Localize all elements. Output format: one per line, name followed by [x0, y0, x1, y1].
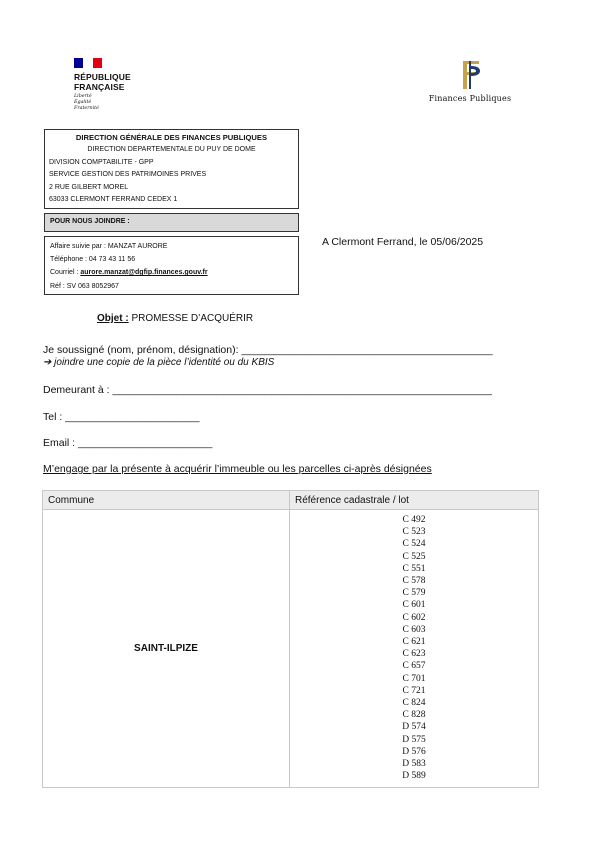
rf-motto — [74, 94, 154, 112]
commune-cell: SAINT-ILPIZE — [43, 510, 290, 788]
sender-line: 63033 CLERMONT FERRAND CEDEX 1 — [49, 196, 178, 204]
cadastral-reference: D 576 — [402, 746, 426, 757]
marianne-flag-icon — [74, 58, 102, 68]
engagement-statement: M’engage par la présente à acquérir l’immeuble ou les parcelles ci-après désignées — [43, 463, 432, 475]
tel-field[interactable]: Tel : _______________________ — [43, 411, 200, 423]
cadastral-reference: C 603 — [402, 624, 426, 635]
cadastral-reference: C 579 — [402, 588, 426, 599]
table-header-row — [43, 491, 539, 510]
email-field[interactable]: Email : _______________________ — [43, 437, 213, 449]
cadastral-reference: C 824 — [402, 698, 426, 709]
column-header-commune: Commune — [43, 491, 290, 510]
column-header-reference: Référence cadastrale / lot — [290, 491, 539, 510]
finances-publiques-name: Finances Publiques — [428, 94, 512, 103]
cadastral-reference: C 578 — [402, 576, 426, 587]
contact-telephone: Téléphone : 04 73 43 11 56 — [50, 256, 136, 264]
cadastral-reference: C 621 — [402, 637, 426, 648]
flag-red-band — [93, 58, 102, 68]
sender-line: DIVISION COMPTABILITE - GPP — [49, 158, 154, 166]
parcels-table — [42, 490, 539, 788]
rf-motto-egalite: Égalité — [74, 100, 92, 105]
cadastral-reference: C 601 — [402, 600, 426, 611]
reference-cell — [290, 510, 539, 788]
republique-francaise-logo — [74, 58, 154, 112]
cadastral-reference: C 828 — [402, 710, 426, 721]
table-row — [43, 510, 539, 788]
contact-courriel-label: Courriel : — [50, 269, 81, 277]
reference-list — [290, 514, 538, 782]
place-date: A Clermont Ferrand, le 05/06/2025 — [322, 236, 484, 248]
objet-label: Objet : — [97, 313, 129, 324]
objet-value: PROMESSE D’ACQUÉRIR — [128, 313, 254, 324]
sender-line: 2 RUE GILBERT MOREL — [49, 183, 129, 191]
finances-publiques-logo — [420, 58, 520, 103]
sender-title: DIRECTION GÉNÉRALE DES FINANCES PUBLIQUES — [75, 133, 268, 142]
rf-name-line-1: RÉPUBLIQUE — [74, 72, 131, 82]
soussigne-field[interactable]: Je soussigné (nom, prénom, désignation): ___________________________________________ — [43, 344, 493, 356]
cadastral-reference: C 492 — [402, 515, 426, 525]
contact-affaire: Affaire suivie par : MANZAT AURORE — [50, 243, 168, 250]
sender-line: SERVICE GESTION DES PATRIMOINES PRIVES — [49, 171, 207, 179]
cadastral-reference: C 523 — [402, 527, 426, 538]
rf-motto-liberte: Liberté — [74, 94, 92, 99]
finances-publiques-mark-icon — [454, 58, 486, 92]
sender-address-box — [44, 129, 299, 209]
flag-blue-band — [74, 58, 83, 68]
cadastral-reference: D 574 — [402, 722, 426, 733]
cadastral-reference: C 525 — [402, 551, 426, 562]
contact-courriel-row — [50, 266, 293, 279]
sender-subtitle: DIRECTION DEPARTEMENTALE DU PUY DE DOME — [87, 146, 256, 154]
cadastral-reference: D 583 — [402, 759, 426, 770]
cadastral-reference: C 551 — [402, 563, 426, 574]
rf-motto-fraternite: Fraternité — [74, 106, 99, 111]
cadastral-reference: C 623 — [402, 649, 426, 660]
cadastral-reference: C 701 — [402, 673, 426, 684]
cadastral-reference: D 575 — [402, 734, 426, 745]
demeurant-field[interactable]: Demeurant à : _________________________________________________________________ — [43, 384, 493, 396]
cadastral-reference: D 589 — [402, 771, 426, 782]
contact-email-link[interactable]: aurore.manzat@dgfip.finances.gouv.fr — [80, 269, 208, 277]
flag-white-band — [83, 58, 92, 68]
rf-name-line-2: FRANÇAISE — [74, 82, 125, 92]
cadastral-reference: C 524 — [402, 539, 426, 550]
cadastral-reference: C 721 — [402, 685, 426, 696]
cadastral-reference: C 657 — [402, 661, 426, 672]
cadastral-reference: C 602 — [402, 612, 426, 623]
kbis-hint: ➔ joindre une copie de la pièce l’identité ou du KBIS — [43, 357, 275, 368]
contact-box — [44, 236, 299, 295]
contact-heading: POUR NOUS JOINDRE : — [44, 213, 299, 232]
objet-line — [97, 313, 253, 324]
contact-reference: Réf : SV 063 8052967 — [50, 282, 119, 290]
